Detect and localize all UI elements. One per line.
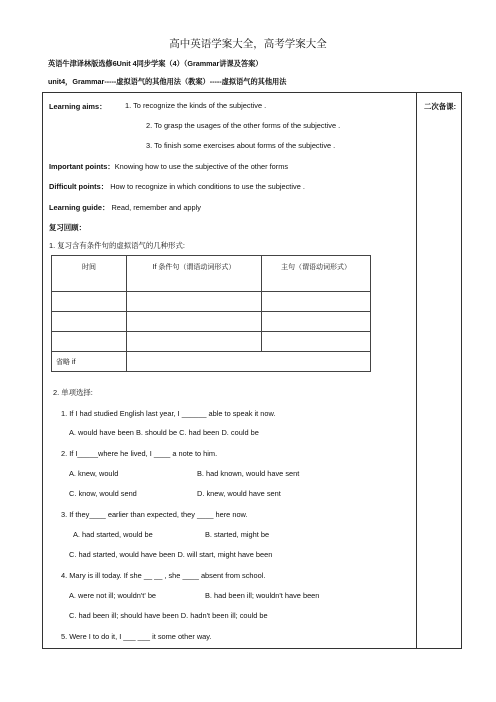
table-header: 时间 (52, 256, 127, 292)
review-question-1: 1. 复习含有条件句的虚拟语气的几种形式: (49, 241, 185, 250)
option: C. had been ill; should have been D. hadn't been ill; could be (69, 611, 268, 620)
review-label: 复习回顾： (49, 223, 86, 232)
option: D. knew, would have sent (197, 489, 281, 498)
important-text: Knowing how to use the subjective of the other forms (114, 162, 289, 171)
option: B. had been ill; wouldn't have been (205, 591, 320, 600)
lesson-frame (42, 92, 462, 649)
second-prep-label: 二次备课: (424, 102, 457, 111)
learning-guide (49, 202, 201, 213)
question-3: 3. If they____ earlier than expected, they ____ here now. (61, 510, 248, 519)
option: B. had known, would have sent (197, 469, 300, 478)
question-1: 1. If I had studied English last year, I ______ able to speak it now. (61, 409, 276, 418)
lesson-subtitle: 英语牛津译林版选修6Unit 4同步学案（4）（Grammar讲课及答案） (48, 59, 263, 68)
choice-label: 2. 单项选择: (53, 388, 93, 397)
option: A. knew, would (69, 469, 119, 478)
guide-text: Read, remember and apply (111, 203, 201, 212)
table-header: 主句（谓语动词形式） (262, 256, 371, 292)
table-row (52, 332, 371, 352)
difficult-points (49, 181, 305, 192)
option: A. had started, would be (73, 530, 153, 539)
table-row (52, 352, 371, 372)
difficult-label: Difficult points： (49, 182, 109, 191)
aims-label: Learning aims： (49, 102, 107, 111)
option: C. know, would send (69, 489, 137, 498)
question-2: 2. If I_____where he lived, I ____ a note to him. (61, 449, 218, 458)
option: A. were not ill; wouldn't' be (69, 591, 157, 600)
aim-item: 3. To finish some exercises about forms of the subjective . (146, 141, 336, 150)
aim-item: 2. To grasp the usages of the other forms of the subjective . (146, 121, 341, 130)
page-title: 高中英语学案大全，高考学案大全 (169, 38, 327, 50)
option: C. had started, would have been D. will start, might have been (69, 550, 273, 559)
table-cell: 省略 if (52, 352, 127, 372)
question-4: 4. Mary is ill today. If she __ __ , she ____ absent from school. (61, 571, 266, 580)
question-5: 5. Were I to do it, I ___ ___ it some other way. (61, 632, 212, 641)
important-label: Important points： (49, 162, 115, 171)
table-header: If 条件句（谓语动词形式） (127, 256, 262, 292)
guide-label: Learning guide： (49, 203, 110, 212)
table-row (52, 292, 371, 312)
important-points (49, 161, 288, 172)
conditional-forms-table (51, 255, 371, 372)
column-divider (416, 93, 417, 648)
option: B. started, might be (205, 530, 270, 539)
unit-line: unit4，Grammar-----虚拟语气的其他用法（教案）-----虚拟语气的其他用法 (48, 77, 287, 86)
difficult-text: How to recognize in which conditions to use the subjective . (110, 182, 305, 191)
aim-item: 1. To recognize the kinds of the subjective . (125, 101, 267, 110)
table-row (52, 312, 371, 332)
question-1-options: A. would have been B. should be C. had been D. could be (69, 428, 259, 437)
